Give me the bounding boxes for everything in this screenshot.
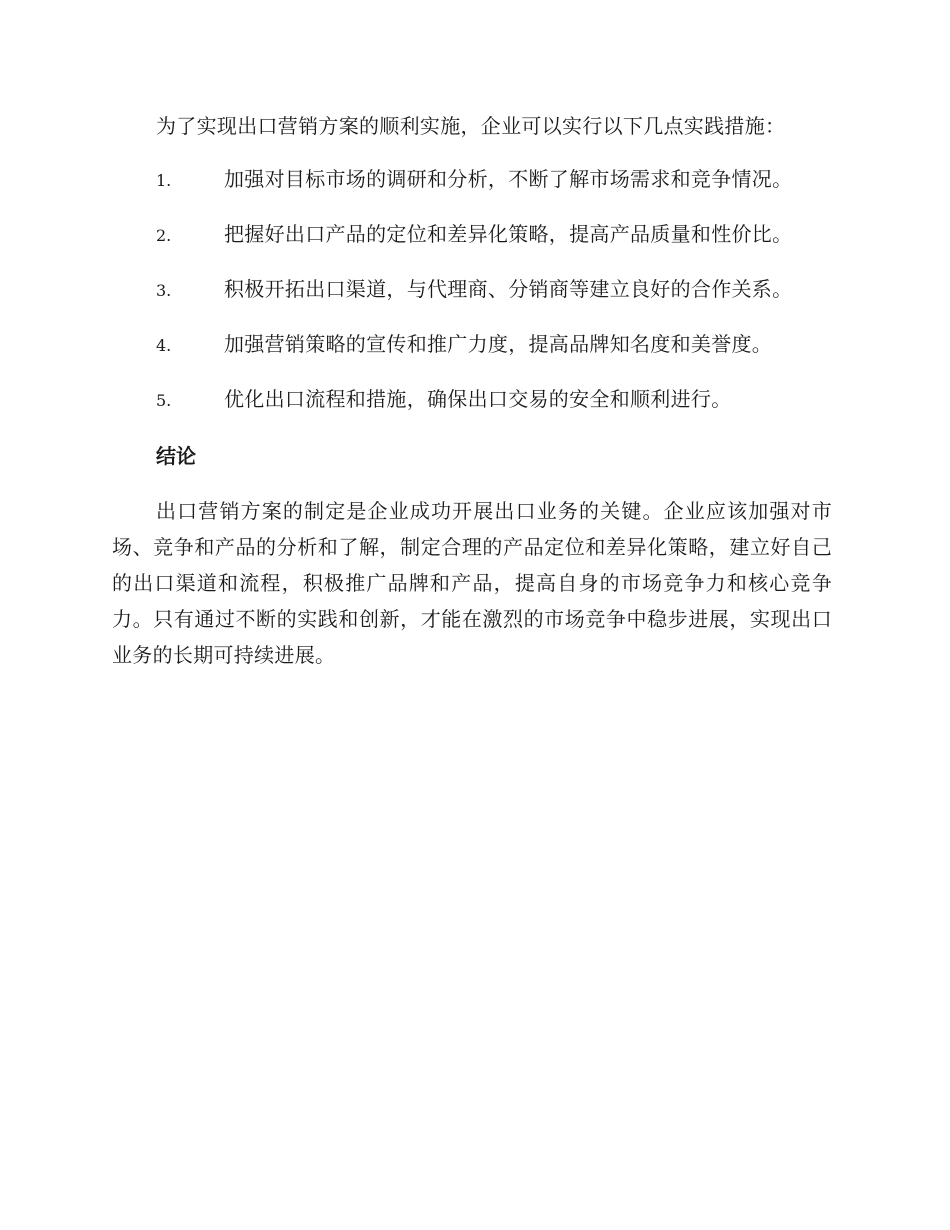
- list-item-text: 加强营销策略的宣传和推广力度，提高品牌知名度和美誉度。: [224, 332, 773, 356]
- list-item-number: 4.: [156, 336, 172, 355]
- list-item-text: 积极开拓出口渠道，与代理商、分销商等建立良好的合作关系。: [224, 277, 793, 301]
- list-item-text: 把握好出口产品的定位和差异化策略，提高产品质量和性价比。: [224, 222, 793, 246]
- document-content: [112, 108, 832, 673]
- list-item: [112, 383, 832, 419]
- conclusion-heading: 结论: [156, 444, 196, 468]
- conclusion-paragraph: 出口营销方案的制定是企业成功开展出口业务的关键。企业应该加强对市场、竞争和产品的分析和了解，制定合理的产品定位和差异化策略，建立好自己的出口渠道和流程，积极推广品牌和产品，提高自身的市场竞争力和核心竞争力。只有通过不断的实践和创新，才能在激烈的市场竞争中稳步进展，实现出口业务的长期可持续进展。: [112, 499, 832, 667]
- list-item-number: 2.: [156, 226, 172, 245]
- list-item: [112, 273, 832, 309]
- list-item: [112, 218, 832, 254]
- list-item-number: 3.: [156, 281, 172, 300]
- list-item: [112, 328, 832, 364]
- list-item-text: 优化出口流程和措施，确保出口交易的安全和顺利进行。: [224, 387, 732, 411]
- list-item-text: 加强对目标市场的调研和分析，不断了解市场需求和竞争情况。: [224, 167, 793, 191]
- list-item-number: 5.: [156, 391, 172, 410]
- measures-list: [112, 163, 832, 419]
- list-item-number: 1.: [156, 171, 172, 190]
- intro-paragraph: 为了实现出口营销方案的顺利实施，企业可以实行以下几点实践措施：: [156, 114, 786, 138]
- list-item: [112, 163, 832, 199]
